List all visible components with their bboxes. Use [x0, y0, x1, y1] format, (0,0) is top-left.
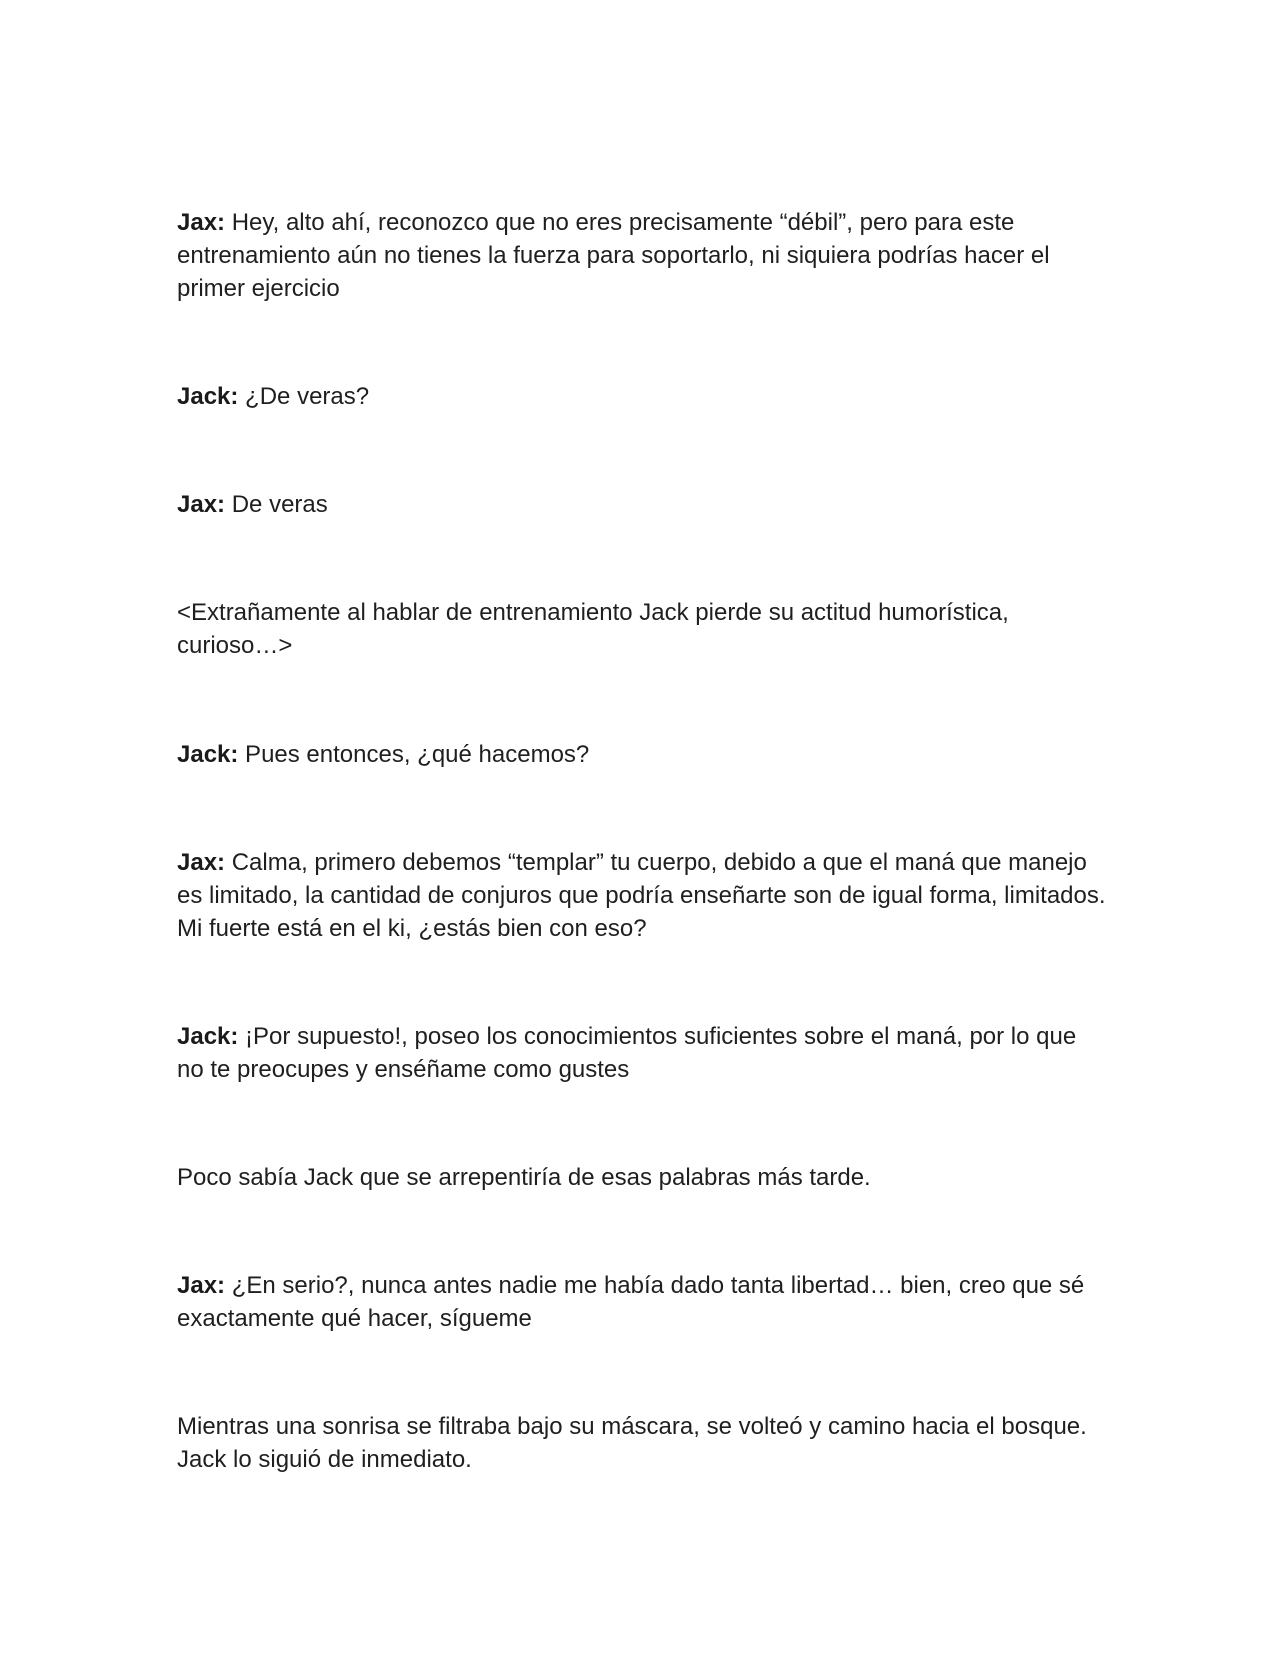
speaker-label: Jax: — [177, 1272, 226, 1299]
paragraph-4 — [177, 596, 1107, 662]
paragraph-5 — [177, 738, 1107, 771]
dialogue-text: ¿De veras? — [238, 383, 370, 410]
dialogue-text: ¿En serio?, nunca antes nadie me había dado tanta libertad… bien, creo que sé exactamente qué hacer, sígueme — [177, 1272, 1085, 1332]
speaker-label: Jack: — [177, 383, 239, 410]
dialogue-text: Pues entonces, ¿qué hacemos? — [238, 741, 590, 768]
paragraph-8 — [177, 1161, 1107, 1194]
narration-text: <Extrañamente al hablar de entrenamiento Jack pierde su actitud humorística, curioso…> — [177, 599, 1009, 659]
paragraph-2 — [177, 380, 1107, 413]
speaker-label: Jax: — [177, 491, 226, 518]
dialogue-text: Calma, primero debemos “templar” tu cuerpo, debido a que el maná que manejo es limitado, la cantidad de conjuros que podría enseñarte son de igual forma, limitados. Mi fuerte está en el ki, ¿estás bien con eso? — [177, 849, 1106, 942]
speaker-label: Jack: — [177, 741, 239, 768]
dialogue-text: Hey, alto ahí, reconozco que no eres precisamente “débil”, pero para este entrenamiento aún no tienes la fuerza para soportarlo, ni siquiera podrías hacer el primer ejercicio — [177, 209, 1050, 302]
dialogue-text: De veras — [225, 491, 328, 518]
paragraph-6 — [177, 846, 1107, 945]
speaker-label: Jax: — [177, 849, 226, 876]
paragraph-3 — [177, 488, 1107, 521]
paragraph-1 — [177, 206, 1107, 305]
paragraph-9 — [177, 1269, 1107, 1335]
paragraph-10 — [177, 1410, 1107, 1476]
narration-text: Mientras una sonrisa se filtraba bajo su máscara, se volteó y camino hacia el bosque. Jack lo siguió de inmediato. — [177, 1413, 1087, 1473]
speaker-label: Jack: — [177, 1023, 239, 1050]
narration-text: Poco sabía Jack que se arrepentiría de esas palabras más tarde. — [177, 1164, 871, 1191]
dialogue-text: ¡Por supuesto!, poseo los conocimientos suficientes sobre el maná, por lo que no te preocupes y enséñame como gustes — [177, 1023, 1077, 1083]
paragraph-7 — [177, 1020, 1107, 1086]
speaker-label: Jax: — [177, 209, 226, 236]
